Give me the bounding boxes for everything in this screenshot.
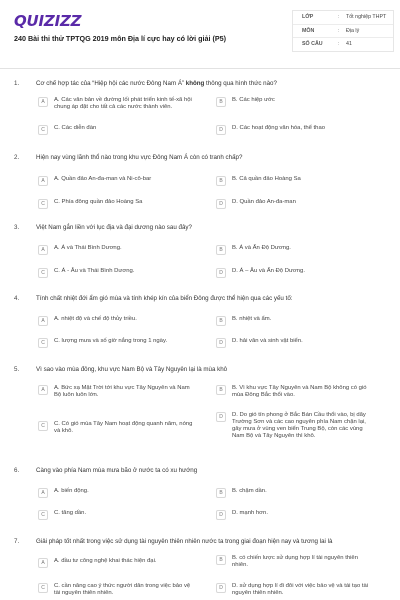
option-letter-box: B — [216, 555, 226, 565]
option-text: C. Phía đông quần đảo Hoàng Sa — [54, 199, 143, 205]
question-text: Giải pháp tốt nhất trong việc sử dụng tài nguyên thiên nhiên nước ta trong giai đoạn hiện nay và tương lai là — [36, 538, 333, 545]
option-text: B. nhiệt và ẩm. — [232, 316, 272, 322]
option-letter-box: C — [38, 125, 48, 135]
option-d[interactable] — [216, 125, 372, 135]
option-b[interactable] — [216, 245, 372, 255]
option-d[interactable] — [216, 338, 372, 348]
question-text: Vì sao vào mùa đông, khu vực Nam Bộ và Tây Nguyên lại là mùa khô — [36, 366, 228, 373]
option-text: C. Có gió mùa Tây Nam hoạt động quanh năm, nóng và khô. — [54, 421, 193, 434]
option-text: D. mạnh hơn. — [232, 510, 268, 516]
meta-value: Địa lý — [346, 27, 360, 34]
option-letter-box: B — [216, 176, 226, 186]
option-c[interactable] — [38, 510, 194, 520]
question-text: Càng vào phía Nam mùa mưa bão ở nước ta có xu hướng — [36, 467, 198, 474]
option-text: B. Các hiệp ước — [232, 97, 275, 103]
option-c[interactable] — [38, 125, 194, 135]
option-a[interactable] — [38, 558, 194, 568]
option-text: D. Các hoạt động văn hóa, thể thao — [232, 125, 326, 131]
option-d[interactable] — [216, 268, 372, 278]
option-b[interactable] — [216, 316, 372, 326]
meta-box — [292, 10, 394, 52]
option-d[interactable] — [216, 199, 372, 209]
meta-colon: : — [338, 27, 340, 34]
option-c[interactable] — [38, 338, 194, 348]
option-letter-box: C — [38, 199, 48, 209]
option-c[interactable] — [38, 583, 194, 597]
meta-value: Tốt nghiệp THPT — [346, 14, 387, 21]
question-number: 1. — [14, 80, 20, 87]
question-number: 7. — [14, 538, 20, 545]
option-a[interactable] — [38, 245, 194, 255]
question-text: Tính chất nhiệt đới ẩm gió mùa và tính khép kín của biển Đông được thể hiện qua các yếu tố: — [36, 295, 293, 302]
meta-label: MÔN — [302, 27, 315, 34]
option-letter-box: A — [38, 316, 48, 326]
meta-colon: : — [338, 14, 340, 21]
meta-row-class — [293, 11, 393, 25]
meta-label: LỚP — [302, 14, 314, 21]
option-letter-box: B — [216, 316, 226, 326]
option-letter-box: C — [38, 421, 48, 431]
option-letter-box: D — [216, 412, 226, 422]
option-text: A. nhiệt độ và chế độ thủy triều. — [54, 316, 137, 322]
option-letter-box: D — [216, 125, 226, 135]
option-letter-box: B — [216, 245, 226, 255]
option-letter-box: C — [38, 338, 48, 348]
quizizz-logo: QUIZIZZ — [14, 12, 82, 30]
question-number: 4. — [14, 295, 20, 302]
option-text: D. Á – Âu và Ấn Độ Dương. — [232, 268, 305, 274]
option-text: C. lượng mưa và số giờ nắng trong 1 ngày. — [54, 338, 168, 344]
option-letter-box: B — [216, 488, 226, 498]
option-c[interactable] — [38, 421, 194, 435]
option-letter-box: C — [38, 268, 48, 278]
option-text: C. tăng dần. — [54, 510, 87, 516]
option-letter-box: B — [216, 385, 226, 395]
meta-row-subject — [293, 25, 393, 39]
option-text: D. Quần đảo An-đa-man — [232, 199, 296, 205]
option-d[interactable] — [216, 583, 372, 597]
option-text: D. hải văn và sinh vật biển. — [232, 338, 303, 344]
option-letter-box: D — [216, 338, 226, 348]
option-a[interactable] — [38, 385, 194, 399]
option-letter-box: C — [38, 583, 48, 593]
option-letter-box: D — [216, 583, 226, 593]
option-c[interactable] — [38, 268, 194, 278]
option-text: C. Các diễn đàn — [54, 125, 97, 131]
question-text: Hiện nay vùng lãnh thổ nào trong khu vực Đông Nam Á còn có tranh chấp? — [36, 154, 243, 161]
option-text: B. Cả quần đảo Hoàng Sa — [232, 176, 301, 182]
option-text: A. Quần đảo An-đa-man và Ni-cô-bar — [54, 176, 152, 182]
option-letter-box: A — [38, 488, 48, 498]
option-d[interactable] — [216, 510, 372, 520]
question-number: 3. — [14, 224, 20, 231]
option-text: C. cần nâng cao ý thức người dân trong việc bảo vệ tài nguyên thiên nhiên. — [54, 583, 191, 596]
option-b[interactable] — [216, 555, 372, 569]
meta-label: SỐ CÂU — [302, 41, 323, 48]
option-text: B. có chiến lược sử dụng hợp lí tài nguyên thiên nhiên. — [232, 555, 358, 568]
option-text: A. Bức xạ Mặt Trời tới khu vực Tây Nguyên và Nam Bộ luôn luôn lớn. — [54, 385, 190, 398]
option-text: B. chậm dần. — [232, 488, 267, 494]
option-a[interactable] — [38, 97, 194, 111]
question-text: Cơ chế hợp tác của “Hiệp hội các nước Đông Nam Á” không thông qua hình thức nào? — [36, 80, 277, 87]
option-a[interactable] — [38, 488, 194, 498]
option-letter-box: C — [38, 510, 48, 520]
question-number: 6. — [14, 467, 20, 474]
header-divider — [0, 68, 400, 69]
option-b[interactable] — [216, 385, 372, 399]
option-letter-box: A — [38, 385, 48, 395]
option-text: B. Á và Ấn Độ Dương. — [232, 245, 291, 251]
option-letter-box: D — [216, 510, 226, 520]
option-text: A. đầu tư công nghệ khai thác hiện đại. — [54, 558, 157, 564]
option-text: A. biến động. — [54, 488, 89, 494]
option-letter-box: A — [38, 245, 48, 255]
option-text: A. Á và Thái Bình Dương. — [54, 245, 122, 251]
meta-value: 41 — [346, 41, 352, 48]
option-letter-box: A — [38, 558, 48, 568]
option-d[interactable] — [216, 412, 372, 440]
option-text: B. Vì khu vực Tây Nguyên và Nam Bộ không có gió mùa Đông Bắc thổi vào. — [232, 385, 367, 398]
option-a[interactable] — [38, 316, 194, 326]
option-text: D. Do gió tín phong ở Bắc Bán Cầu thổi vào, bị dãy Trường Sơn và các cao nguyên phía Nam chặn lại, gây mưa ở vùng ven biển Trung Bộ, còn các vùng Nam Bộ và Tây Nguyên thì khô. — [232, 412, 366, 439]
option-c[interactable] — [38, 199, 194, 209]
option-letter-box: A — [38, 97, 48, 107]
option-b[interactable] — [216, 97, 372, 107]
document-header — [0, 0, 400, 56]
option-b[interactable] — [216, 176, 372, 186]
question-number: 2. — [14, 154, 20, 161]
option-letter-box: A — [38, 176, 48, 186]
option-letter-box: D — [216, 268, 226, 278]
meta-row-count — [293, 38, 393, 51]
option-letter-box: D — [216, 199, 226, 209]
meta-colon: : — [338, 41, 340, 48]
option-text: D. sử dụng hợp lí đi đôi với việc bảo vệ và tái tạo tài nguyên thiên nhiên. — [232, 583, 369, 596]
option-letter-box: B — [216, 97, 226, 107]
option-a[interactable] — [38, 176, 194, 186]
document-title: 240 Bài thi thử TPTQG 2019 môn Địa lí cực hay có lời giải (P5) — [14, 34, 227, 43]
option-text: A. Các văn bản về đường lối phát triển kinh tế-xã hội chung áp đặt cho tất cả các nước thành viên. — [54, 97, 192, 110]
question-text: Việt Nam gắn liền với lục địa và đại dương nào sau đây? — [36, 224, 192, 231]
option-b[interactable] — [216, 488, 372, 498]
option-text: C. Á - Âu và Thái Bình Dương. — [54, 268, 135, 274]
question-number: 5. — [14, 366, 20, 373]
